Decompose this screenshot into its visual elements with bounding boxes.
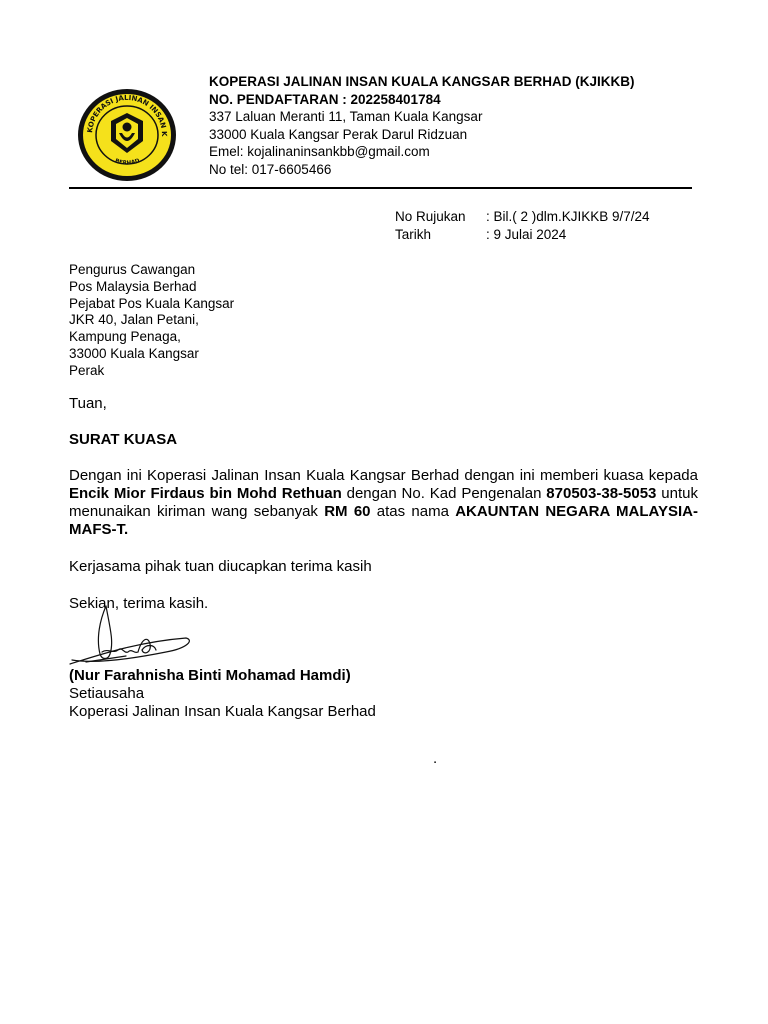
recipient-line: Perak bbox=[69, 362, 105, 378]
recipient-address bbox=[69, 262, 234, 380]
ic-number: 870503-38-5053 bbox=[546, 485, 657, 502]
recipient-line: Kampung Penaga, bbox=[69, 329, 181, 345]
signatory-title: Setiausaha bbox=[69, 685, 145, 702]
address-line-2: 33000 Kuala Kangsar Perak Darul Ridzuan bbox=[209, 127, 468, 142]
ref-label: No Rujukan bbox=[395, 209, 466, 224]
para-text: untuk menunaikan kiriman wang sebanyak bbox=[69, 485, 698, 520]
account-name: AKAUNTAN NEGARA MALAYSIA-MAFS-T. bbox=[69, 503, 698, 538]
address-line-1: 337 Laluan Meranti 11, Taman Kuala Kangsar bbox=[209, 109, 483, 124]
signatory-name: (Nur Farahnisha Binti Mohamad Hamdi) bbox=[69, 667, 351, 684]
amount: RM 60 bbox=[324, 503, 371, 520]
email-line: Emel: kojalinaninsankbb@gmail.com bbox=[209, 144, 430, 159]
para-text: atas nama bbox=[370, 503, 456, 520]
authorized-person-name: Encik Mior Firdaus bin Mohd Rethuan bbox=[69, 485, 342, 502]
signatory-org: Koperasi Jalinan Insan Kuala Kangsar Berhad bbox=[69, 703, 376, 720]
handwritten-signature bbox=[66, 598, 196, 674]
ref-value: : Bil.( 2 )dlm.KJIKKB 9/7/24 bbox=[486, 209, 650, 224]
closing-line: Sekian, terima kasih. bbox=[69, 595, 209, 612]
date-label: Tarikh bbox=[395, 227, 432, 242]
svg-text:KOPERASI JALINAN INSAN KUALA K: KOPERASI JALINAN INSAN K bbox=[86, 93, 169, 137]
cooperative-logo bbox=[76, 87, 178, 183]
para-text: dengan No. Kad Pengenalan bbox=[341, 485, 547, 502]
logo-emblem-icon bbox=[76, 87, 178, 183]
stray-mark: . bbox=[433, 750, 438, 767]
salutation: Tuan, bbox=[69, 395, 107, 412]
recipient-line: JKR 40, Jalan Petani, bbox=[69, 312, 199, 328]
recipient-line: Pejabat Pos Kuala Kangsar bbox=[69, 295, 235, 311]
recipient-line: Pos Malaysia Berhad bbox=[69, 278, 197, 294]
recipient-line: 33000 Kuala Kangsar bbox=[69, 345, 199, 361]
registration-number: NO. PENDAFTARAN : 202258401784 bbox=[209, 92, 441, 107]
thanks-paragraph: Kerjasama pihak tuan diucapkan terima kasih bbox=[69, 558, 372, 575]
recipient-line: Pengurus Cawangan bbox=[69, 262, 196, 277]
org-name: KOPERASI JALINAN INSAN KUALA KANGSAR BERHAD (KJIKKB) bbox=[209, 74, 635, 89]
para-text: Dengan ini Koperasi Jalinan Insan Kuala Kangsar Berhad dengan ini memberi kuasa kepada bbox=[69, 467, 698, 484]
phone-line: No tel: 017-6605466 bbox=[209, 162, 332, 177]
date-value: : 9 Julai 2024 bbox=[486, 227, 567, 242]
svg-text:BERHAD: BERHAD bbox=[114, 157, 141, 167]
authorization-paragraph bbox=[69, 467, 698, 539]
letterhead-divider bbox=[69, 187, 692, 189]
subject-heading: SURAT KUASA bbox=[69, 431, 178, 448]
